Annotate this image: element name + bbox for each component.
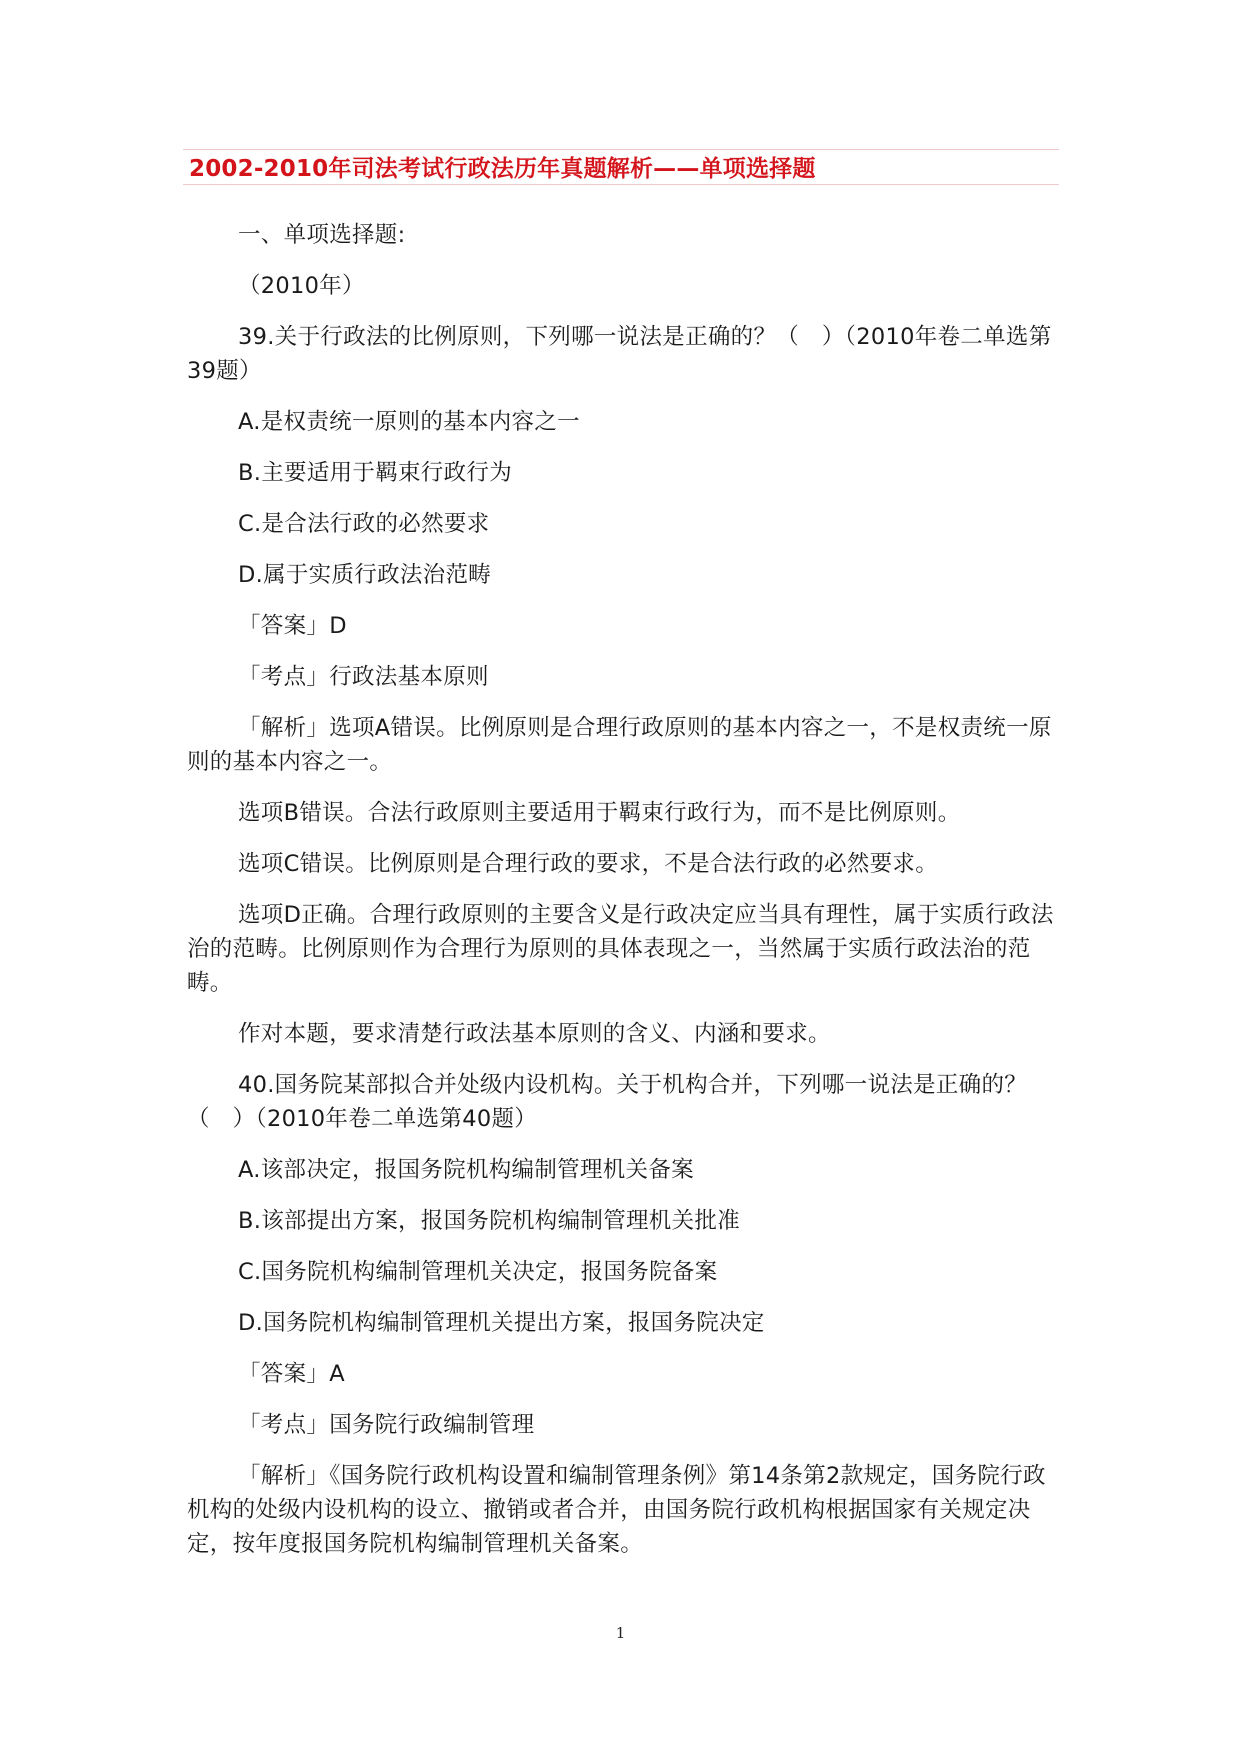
q40-topic: 「考点」国务院行政编制管理 (238, 1412, 535, 1438)
q39-analysis: 「解析」选项A错误。比例原则是合理行政原则的基本内容之一，不是权责统一原则的基本内容之一。 (187, 715, 1052, 775)
q40-option-d: D.国务院机构编制管理机关提出方案，报国务院决定 (238, 1310, 765, 1336)
q39-option-c: C.是合法行政的必然要求 (238, 511, 490, 537)
question-40: 40.国务院某部拟合并处级内设机构。关于机构合并，下列哪一说法是正确的？（ ）（2010年卷二单选第40题） (187, 1072, 1028, 1132)
q40-option-b: B.该部提出方案，报国务院机构编制管理机关批准 (238, 1208, 740, 1234)
q40-option-a: A.该部决定，报国务院机构编制管理机关备案 (238, 1157, 694, 1183)
title-banner (183, 149, 1059, 185)
q39-analysis-b: 选项B错误。合法行政原则主要适用于羁束行政行为，而不是比例原则。 (238, 800, 961, 826)
section-heading: 一、单项选择题: (238, 222, 406, 248)
q39-analysis-d: 选项D正确。合理行政原则的主要含义是行政决定应当具有理性，属于实质行政法治的范畴。比例原则作为合理行为原则的具体表现之一，当然属于实质行政法治的范畴。 (187, 902, 1054, 996)
q39-topic: 「考点」行政法基本原则 (238, 664, 489, 690)
q39-option-d: D.属于实质行政法治范畴 (238, 562, 492, 588)
document-body (187, 218, 1055, 1578)
q39-option-a: A.是权责统一原则的基本内容之一 (238, 409, 580, 435)
page-number: 1 (615, 1624, 626, 1642)
year-label: （2010年） (238, 273, 365, 299)
q40-option-c: C.国务院机构编制管理机关决定，报国务院备案 (238, 1259, 718, 1285)
document-title: 2002-2010年司法考试行政法历年真题解析——单项选择题 (189, 156, 816, 182)
q39-analysis-c: 选项C错误。比例原则是合理行政的要求，不是合法行政的必然要求。 (238, 851, 939, 877)
q39-answer: 「答案」D (238, 613, 347, 639)
q39-summary: 作对本题，要求清楚行政法基本原则的含义、内涵和要求。 (238, 1021, 831, 1047)
q40-answer: 「答案」A (238, 1361, 345, 1387)
q39-option-b: B.主要适用于羁束行政行为 (238, 460, 512, 486)
question-39: 39.关于行政法的比例原则，下列哪一说法是正确的？（ ）（2010年卷二单选第39题） (187, 324, 1052, 384)
q40-analysis: 「解析」《国务院行政机构设置和编制管理条例》第14条第2款规定，国务院行政机构的处级内设机构的设立、撤销或者合并，由国务院行政机构根据国家有关规定决定，按年度报国务院机构编制管理机关备案。 (187, 1463, 1046, 1557)
